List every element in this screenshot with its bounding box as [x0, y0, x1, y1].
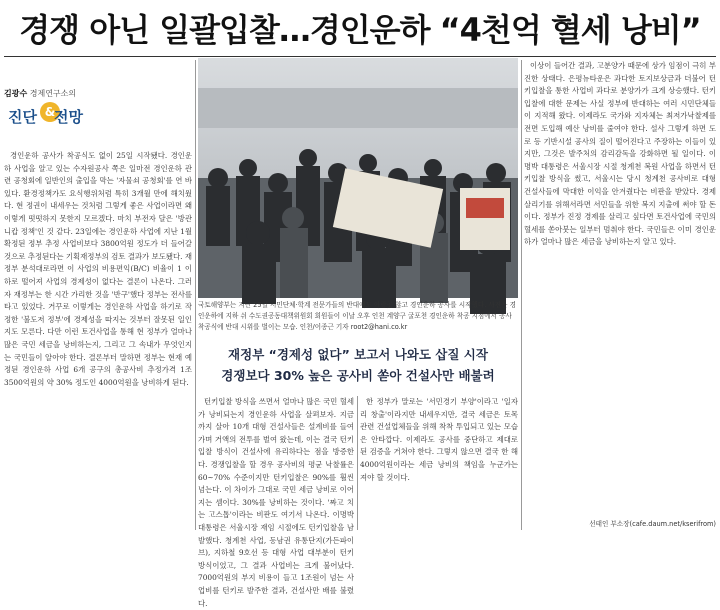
column-3 — [360, 396, 518, 530]
column-2 — [524, 60, 716, 516]
column-logo — [6, 100, 90, 136]
column-divider — [195, 60, 196, 530]
footer-credit: 선태인 부소장(cafe.daum.net/kserifrom) — [589, 520, 716, 528]
column-1 — [4, 150, 192, 530]
column-logo-amp: & — [40, 102, 60, 122]
headline: 경쟁 아닌 일괄입찰…경인운하 “4천억 혈세 낭비” — [0, 0, 720, 56]
column-1-text: 경인운하 공사가 착공식도 없이 25일 시작됐다. 경인운하 사업을 알고 있는 수자원공사 쪽은 일마전 경인운하 관련 공청회에 일반인의 출입을 막는 '자물쇠 공청회'를 연 바 있다. 환경정책가도 요식행위처럼 특히 3개월 만에 해치웠다. 현 정권이 내세우는 것처럼 그렇게 좋은 사업이라면 왜 이렇게 떳떳하지 못한지 모르겠다. 마치 부전자 달은 '방관니캅 정책'인 것 같다. 23일에는 경인운하 사업에 지난 1월 확정된 정부 추정 사업비보다 3800억원 정도가 더 들어갈 것으로 추정된다는 기획재정부의 검토 결과가 보도됐다. 재정부 분석대로라면 이 사업의 비용편익(B/C) 비율이 1 이하로 떨어져 사업의 경제성이 없다는 결론이 나온다. 그러자 재정부는 한 시간 가리한 것을 '반구'했다 정부는 전사를 타고 있었다. 거꾸로 이렇게는 경인운하 사업을 하기로 작정한 '불도저 정부'에 경제성을 따지는 것부터 잘못된 일인지도 모른다. 다만 이런 토건사업을 통해 현 정부가 얼마나 많은 국민 세금을 낭비하는지, 그리고 그 속내가 무엇인지는 국민들이 알아야 한다. 결론부터 말하면 정부는 현재 예정된 경인운하 사업 6개 공구의 총공사비 추정가격 1조3500억원의 약 30% 정도인 4000억원을 낭비하게 된다. — [4, 151, 192, 387]
protest-photo — [198, 58, 518, 298]
column-logo-right: 전망 — [54, 108, 83, 126]
column-4 — [198, 396, 354, 608]
byline — [4, 88, 76, 99]
subheadline — [198, 344, 518, 386]
byline-org: 경제연구소의 — [29, 89, 77, 98]
subheadline-line-2: 경쟁보다 30% 높은 공사비 쏟아 건설사만 배불려 — [221, 368, 495, 383]
protest-photo-image — [198, 58, 518, 298]
column-3-text: 한 정부가 말로는 '서민경기 부양'이라고 '일자리 창출'이라지만 내세우지만, 결국 세금은 토목 관련 건설업체들을 위해 착착 투입되고 있는 모습은 안타깝다. 이제라도 공사를 중단하고 제대로 된 검증을 거쳐야 한다. 그렇지 않으면 결국 한 해 4000억원이라는 세금 낭비의 책임을 누군가는 져야 할 것이다. — [360, 397, 518, 482]
subheadline-line-1: 재정부 “경제성 없다” 보고서 나와도 삽질 시작 — [228, 347, 488, 362]
column-divider — [357, 396, 358, 530]
byline-name: 김광수 — [4, 89, 28, 98]
headline-rule — [4, 56, 716, 57]
column-2-text: 이상이 들어간 결과, 고분양가 때문에 상가 임점이 극히 부진한 상태다. 은평뉴타운은 과다한 토지보상금과 더불어 턴키입찰을 통한 사업비 과다로 분양가가 크게 상승했다. 턴키입찰에 대한 문제는 사실 정부에 반대하는 여러 시민단체들이 지적해 왔다. 이제라도 국가와 지자체는 최저가낙찰제를 전면 도입해 예산 낭비를 줄여야 한다. 설사 그렇게 하면 도로 등 기반시설 공사의 질이 떨어진다고 주장하는 이들이 있지만, 그것은 발주처의 감리감독을 강화하면 될 일이다. 이명박 대통령은 서울시장 시절 청계천 복원 사업을 하면서 턴키입찰 방식을 썼고, 서울시는 당시 청계천 공사비로 대형 건설사들에 막대한 이익을 안겨줬다는 비판을 받았다. 경제 살리기를 위해서라면 서민들을 위한 복지 지출에 써야 할 돈이다. 정부가 진정 경제를 살리고 싶다면 토건사업에 국민의 혈세를 쏟아붓는 일부터 멈춰야 한다. 국민들은 이미 경인운하가 얼마나 많은 세금을 낭비하는지 알고 있다. — [524, 61, 716, 247]
column-divider — [521, 60, 522, 530]
photo-caption: 국토해양부는 지난 25일 시민단체·학계 전문가들의 반대에도 아랑곳 않고 경인운하 공사를 시작했다. 사진은 경인운하에 지하 쉬 수도권공동대책위원회 회원들이 이날 오후 인천 계양구 굴포천 경인운하 착공 지점에서 공사 착공식에 반대 시위를 벌이는 모습. 인천/이종근 기자 root2@hani.co.kr — [198, 301, 516, 331]
column-4-text: 턴키입찰 방식을 쓰면서 얼마나 많은 국민 혈세가 낭비되는지 경인운하 사업을 살펴보자. 지금까지 살아 10개 대형 건설사들은 설계비를 들여가며 거액의 전투를 벌여 왔는데, 이는 결국 턴키입찰 방식이 건설사에 유리하다는 점을 방증한다. 경쟁입찰을 할 경우 공사비의 평균 낙찰률은 60~70% 수준이지만 턴키입찰은 90%를 훨씬 넘는다. 이 차이가 그대로 국민 세금 낭비로 이어지는 셈이다. 30%를 낭비하는 것이다. '짜고 치는 고스톱'이라는 비판도 여기서 나온다. 이명박 대통령은 서울시장 재임 시절에도 턴키입찰을 남발했다. 청계천 사업, 동남권 유통단지(가든파이브), 지하철 9호선 등 대형 사업 대부분이 턴키 방식이었고, 그 결과 사업비는 크게 불어났다. 7000억원의 부지 비용이 들고 1조원이 넘는 사업비를 턴키로 발주한 결과, 건설사만 배를 불렸다. — [198, 397, 354, 608]
column-logo-left: 진단 — [8, 108, 37, 126]
